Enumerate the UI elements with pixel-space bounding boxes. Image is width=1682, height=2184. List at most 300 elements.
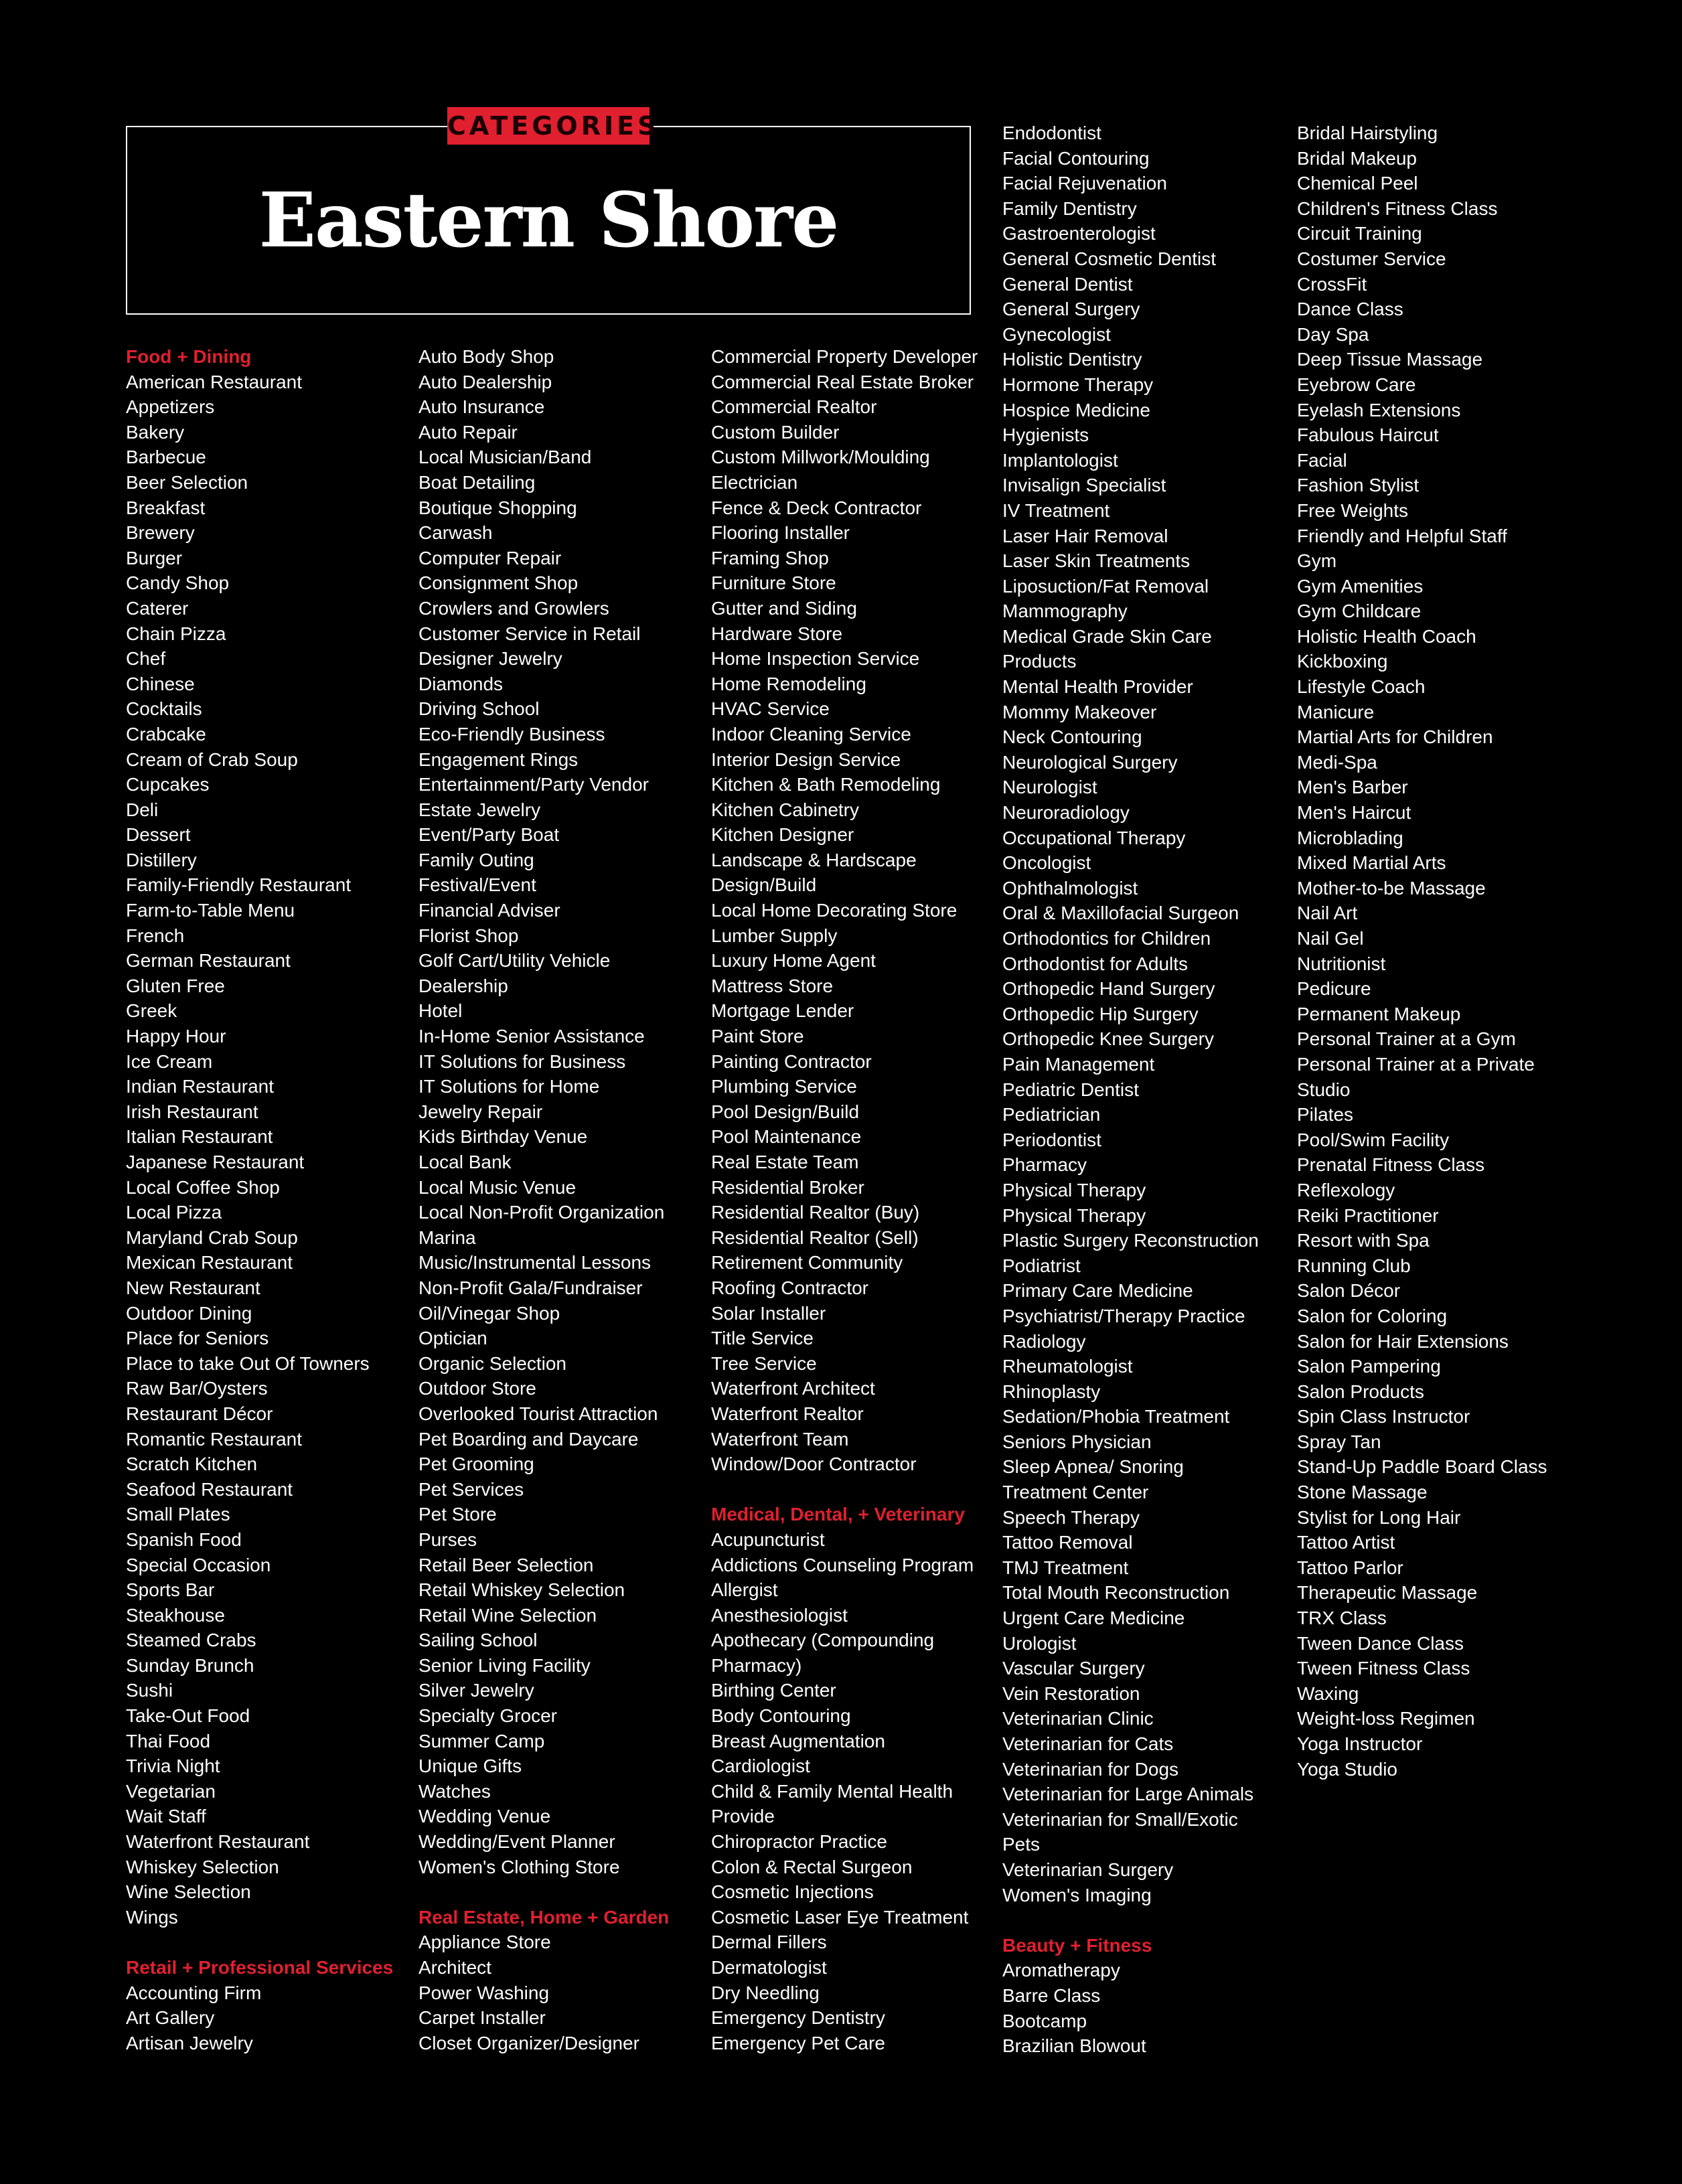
category-item: Outdoor Dining — [126, 1302, 252, 1324]
category-item: Lifestyle Coach — [1297, 676, 1426, 698]
category-item: Japanese Restaurant — [126, 1152, 305, 1172]
category-item: Kids Birthday Venue — [418, 1126, 588, 1148]
category-item: Overlooked Tourist Attraction — [418, 1403, 658, 1424]
category-item: CrossFit — [1297, 273, 1367, 295]
column-4 — [1002, 121, 1290, 2059]
category-item: Entertainment/Party Vendor — [418, 774, 649, 795]
category-item: Orthopedic Knee Surgery — [1002, 1028, 1214, 1050]
category-item: Auto Dealership — [418, 371, 552, 392]
category-item: Waterfront Team — [711, 1428, 849, 1450]
category-item: Real Estate Team — [711, 1152, 859, 1172]
category-item: Financial Adviser — [418, 900, 560, 921]
category-item: Deep Tissue Massage — [1297, 349, 1483, 370]
category-item: Luxury Home Agent — [711, 950, 876, 971]
category-item: Anesthesiologist — [711, 1604, 848, 1626]
category-item: Occupational Therapy — [1002, 827, 1186, 848]
category-item: Nutritionist — [1297, 953, 1386, 974]
category-item: Mommy Makeover — [1002, 701, 1157, 722]
category-item: Bootcamp — [1002, 2010, 1087, 2031]
category-item: Carwash — [418, 522, 493, 544]
category-item: Flooring Installer — [711, 522, 850, 544]
category-item: Total Mouth Reconstruction — [1002, 1582, 1230, 1604]
category-item: Interior Design Service — [711, 749, 901, 770]
category-item: Eco-Friendly Business — [418, 723, 605, 745]
category-item: Birthing Center — [711, 1680, 836, 1701]
category-item: Raw Bar/Oysters — [126, 1378, 268, 1399]
category-item: Optician — [418, 1328, 487, 1349]
category-item: Orthodontics for Children — [1002, 928, 1211, 949]
category-item: Orthopedic Hip Surgery — [1002, 1003, 1199, 1024]
category-item: Pet Services — [418, 1478, 524, 1500]
category-item: Fabulous Haircut — [1297, 424, 1439, 446]
category-item: Engagement Rings — [418, 749, 579, 770]
category-item: General Dentist — [1002, 273, 1133, 295]
category-item: Salon for Hair Extensions — [1297, 1330, 1509, 1352]
category-item: Oil/Vinegar Shop — [418, 1302, 560, 1324]
category-item: Outdoor Store — [418, 1378, 536, 1399]
category-item: Music/Instrumental Lessons — [418, 1252, 652, 1273]
category-item: Local Music Venue — [418, 1176, 577, 1198]
section-spacer — [418, 1879, 706, 1905]
category-item: Diamonds — [418, 673, 504, 694]
category-item: Emergency Pet Care — [711, 2032, 885, 2053]
category-item: Sleep Apnea/ Snoring — [1002, 1456, 1184, 1478]
category-item: Family Outing — [418, 849, 534, 870]
category-item: Consignment Shop — [418, 572, 579, 594]
category-item: Distillery — [126, 849, 197, 870]
category-item: Candy Shop — [126, 572, 230, 594]
category-item: Stylist for Long Hair — [1297, 1506, 1461, 1528]
category-item: Children's Fitness Class — [1297, 198, 1498, 219]
category-item: Tattoo Artist — [1297, 1532, 1395, 1553]
category-item: Boat Detailing — [418, 471, 536, 493]
category-item: Appetizers — [126, 396, 215, 418]
category-item: Maryland Crab Soup — [126, 1227, 298, 1248]
category-item: IT Solutions for Home — [418, 1076, 600, 1097]
category-item: TRX Class — [1297, 1608, 1387, 1629]
category-item: Facial Rejuvenation — [1002, 173, 1167, 194]
category-item: Tattoo Parlor — [1297, 1557, 1403, 1578]
category-item: Mental Health Provider — [1002, 676, 1193, 698]
category-item: Cupcakes — [126, 774, 210, 795]
category-item: Barre Class — [1002, 1984, 1101, 2006]
category-item: Silver Jewelry — [418, 1680, 534, 1701]
category-item: Child & Family Mental Health — [711, 1780, 953, 1802]
category-item: Free Weights — [1297, 499, 1408, 521]
category-item: Men's Haircut — [1297, 802, 1411, 824]
category-item: Resort with Spa — [1297, 1230, 1430, 1251]
category-item: Family-Friendly Restaurant — [126, 874, 352, 896]
category-item: Gastroenterologist — [1002, 223, 1156, 244]
category-item: Whiskey Selection — [126, 1856, 279, 1877]
category-item: Urologist — [1002, 1632, 1077, 1654]
category-item: Kitchen & Bath Remodeling — [711, 774, 941, 795]
category-item: Steakhouse — [126, 1604, 225, 1626]
category-item: Organic Selection — [418, 1352, 567, 1374]
category-item: Podiatrist — [1002, 1255, 1081, 1276]
category-item: Small Plates — [126, 1504, 230, 1525]
category-item: Plumbing Service — [711, 1076, 857, 1097]
category-item: Orthodontist for Adults — [1002, 953, 1189, 974]
category-item: Seafood Restaurant — [126, 1478, 293, 1500]
category-item: Indoor Cleaning Service — [711, 723, 911, 745]
category-item: Kitchen Designer — [711, 824, 854, 846]
category-item: Gym Amenities — [1297, 575, 1424, 597]
category-item: Retail Whiskey Selection — [418, 1579, 625, 1601]
category-item: Speech Therapy — [1002, 1506, 1140, 1528]
category-item: Mother-to-be Massage — [1297, 877, 1486, 899]
category-item: Facial — [1297, 449, 1347, 471]
section-spacer — [711, 1477, 999, 1502]
category-item: Waterfront Realtor — [711, 1403, 864, 1424]
category-item: Liposuction/Fat Removal — [1002, 575, 1209, 597]
category-item: Pediatrician — [1002, 1104, 1101, 1125]
category-item: Men's Barber — [1297, 777, 1408, 798]
category-item: Retail Beer Selection — [418, 1554, 594, 1575]
category-item: Art Gallery — [126, 2007, 215, 2029]
category-item: Nail Gel — [1297, 928, 1364, 949]
category-item: Closet Organizer/Designer — [418, 2032, 639, 2053]
category-item: Personal Trainer at a Gym — [1297, 1028, 1516, 1050]
category-item: Stone Massage — [1297, 1482, 1428, 1503]
category-item: Veterinarian Surgery — [1002, 1859, 1174, 1880]
category-item: Mattress Store — [711, 975, 834, 996]
category-item: Chain Pizza — [126, 623, 226, 644]
category-item: Chiropractor Practice — [711, 1831, 887, 1853]
category-item: Chemical Peel — [1297, 173, 1418, 194]
category-item: Chinese — [126, 673, 195, 694]
category-item: Watches — [418, 1780, 491, 1802]
category-item: Implantologist — [1002, 449, 1118, 471]
column-2 — [418, 344, 706, 2055]
category-item: Spanish Food — [126, 1529, 242, 1550]
category-item: Emergency Dentistry — [711, 2007, 885, 2029]
category-item: Summer Camp — [418, 1730, 545, 1751]
category-item: Happy Hour — [126, 1026, 226, 1047]
category-item: Kickboxing — [1297, 651, 1388, 672]
category-item: Marina — [418, 1227, 476, 1248]
category-item: Spray Tan — [1297, 1431, 1381, 1452]
category-item: Tween Dance Class — [1297, 1632, 1464, 1654]
category-item: Nail Art — [1297, 903, 1358, 924]
category-item: Dermal Fillers — [711, 1932, 827, 1953]
category-item: Wait Staff — [126, 1806, 206, 1827]
category-item: Rhinoplasty — [1002, 1381, 1101, 1402]
category-item: Mortgage Lender — [711, 1000, 854, 1022]
category-item: Residential Realtor (Buy) — [711, 1202, 920, 1223]
category-item: Ophthalmologist — [1002, 877, 1138, 899]
category-item: Running Club — [1297, 1255, 1411, 1276]
category-item: Computer Repair — [418, 547, 562, 568]
category-item: Pool Design/Build — [711, 1101, 860, 1122]
category-item: Eyelash Extensions — [1297, 399, 1461, 420]
category-item: Waterfront Architect — [711, 1378, 875, 1399]
section-heading: Medical, Dental, + Veterinary — [711, 1504, 965, 1525]
category-item: Irish Restaurant — [126, 1101, 258, 1122]
category-item: Retail Wine Selection — [418, 1604, 597, 1626]
category-item: Dealership — [418, 975, 508, 996]
category-item: Gluten Free — [126, 975, 225, 996]
category-item: Lumber Supply — [711, 925, 838, 946]
category-item: Pharmacy — [1002, 1154, 1087, 1176]
category-item: Medical Grade Skin Care — [1002, 625, 1212, 647]
category-item: Custom Millwork/Moulding — [711, 447, 930, 468]
category-item: Vein Restoration — [1002, 1683, 1140, 1704]
category-item: Commercial Realtor — [711, 396, 877, 418]
section-heading: Beauty + Fitness — [1002, 1934, 1152, 1956]
category-item: Veterinarian Clinic — [1002, 1708, 1154, 1729]
category-item: Addictions Counseling Program — [711, 1554, 974, 1575]
category-item: Title Service — [711, 1328, 814, 1349]
category-item: Place for Seniors — [126, 1328, 269, 1349]
category-item: Mixed Martial Arts — [1297, 852, 1446, 874]
category-item: Martial Arts for Children — [1297, 726, 1493, 748]
category-item: Cosmetic Injections — [711, 1881, 874, 1903]
category-item: Custom Builder — [711, 421, 840, 443]
category-item: Vascular Surgery — [1002, 1658, 1145, 1679]
category-item: Paint Store — [711, 1026, 804, 1047]
page-title: Eastern Shore — [258, 177, 838, 264]
category-item: Circuit Training — [1297, 223, 1422, 244]
section-heading: Retail + Professional Services — [126, 1957, 394, 1978]
category-item: Bridal Hairstyling — [1297, 123, 1438, 143]
category-item: Sushi — [126, 1680, 173, 1701]
category-item: Body Contouring — [711, 1705, 851, 1727]
category-item: Microblading — [1297, 827, 1403, 848]
section-spacer — [126, 1930, 414, 1955]
category-item: Wedding/Event Planner — [418, 1831, 615, 1853]
category-item: Breast Augmentation — [711, 1730, 885, 1751]
category-item: Treatment Center — [1002, 1482, 1149, 1503]
category-item: Power Washing — [418, 1982, 550, 2003]
category-item: Special Occasion — [126, 1554, 271, 1575]
category-item: Therapeutic Massage — [1297, 1582, 1478, 1604]
category-item: Salon Pampering — [1297, 1356, 1441, 1377]
category-item: Holistic Health Coach — [1297, 625, 1476, 647]
category-item: Invisalign Specialist — [1002, 475, 1166, 496]
category-item: Laser Skin Treatments — [1002, 550, 1191, 572]
category-item: Mammography — [1002, 601, 1128, 622]
category-item: Gynecologist — [1002, 323, 1111, 345]
category-item: Pet Store — [418, 1504, 497, 1525]
category-item: Eyebrow Care — [1297, 374, 1416, 395]
category-item: Wine Selection — [126, 1881, 251, 1903]
category-item: Crowlers and Growlers — [418, 597, 609, 619]
category-item: Studio — [1297, 1079, 1351, 1100]
category-item: Local Bank — [418, 1152, 512, 1172]
category-item: Hospice Medicine — [1002, 399, 1150, 420]
category-item: HVAC Service — [711, 698, 830, 720]
category-item: Hygienists — [1002, 424, 1089, 446]
category-item: American Restaurant — [126, 371, 303, 392]
category-item: Breakfast — [126, 497, 206, 518]
category-item: Gutter and Siding — [711, 597, 857, 619]
category-item: Event/Party Boat — [418, 824, 560, 846]
category-item: Salon Products — [1297, 1381, 1424, 1402]
category-item: Brewery — [126, 522, 195, 544]
category-item: Italian Restaurant — [126, 1126, 273, 1148]
category-item: Family Dentistry — [1002, 198, 1137, 219]
category-item: German Restaurant — [126, 950, 291, 971]
category-item: Restaurant Décor — [126, 1403, 273, 1424]
category-item: TMJ Treatment — [1002, 1557, 1129, 1578]
category-item: Burger — [126, 547, 183, 568]
categories-badge: CATEGORIES — [447, 107, 649, 145]
category-item: Wedding Venue — [418, 1806, 551, 1827]
category-item: Roofing Contractor — [711, 1277, 869, 1298]
category-item: Hotel — [418, 1000, 463, 1022]
category-item: Dermatologist — [711, 1957, 827, 1978]
category-item: Jewelry Repair — [418, 1101, 543, 1122]
category-item: Veterinarian for Small/Exotic — [1002, 1808, 1238, 1830]
category-item: Pets — [1002, 1834, 1041, 1855]
category-item: Psychiatrist/Therapy Practice — [1002, 1305, 1245, 1326]
category-item: Customer Service in Retail — [418, 623, 641, 644]
category-item: Local Musician/Band — [418, 447, 592, 468]
category-item: Commercial Property Developer — [711, 346, 978, 367]
category-item: Barbecue — [126, 447, 206, 468]
category-item: Provide — [711, 1806, 775, 1827]
category-item: Pedicure — [1297, 978, 1371, 1000]
category-item: Neck Contouring — [1002, 726, 1142, 748]
category-item: Women's Imaging — [1002, 1884, 1152, 1905]
category-item: Take-Out Food — [126, 1705, 250, 1727]
column-5 — [1297, 121, 1585, 1782]
category-item: Gym — [1297, 550, 1337, 572]
category-item: Pharmacy) — [711, 1654, 802, 1676]
category-item: Brazilian Blowout — [1002, 2035, 1146, 2057]
category-item: Sailing School — [418, 1630, 538, 1651]
category-item: Unique Gifts — [418, 1756, 522, 1777]
category-item: Romantic Restaurant — [126, 1428, 303, 1450]
category-item: Neurological Surgery — [1002, 751, 1178, 773]
category-item: Solar Installer — [711, 1302, 826, 1324]
category-item: Sedation/Phobia Treatment — [1002, 1406, 1230, 1427]
section-spacer — [1002, 1907, 1290, 1933]
category-item: Dance Class — [1297, 299, 1403, 320]
category-item: Aromatherapy — [1002, 1960, 1120, 1981]
category-item: Waxing — [1297, 1683, 1359, 1704]
category-item: Electrician — [711, 471, 798, 493]
category-item: Laser Hair Removal — [1002, 525, 1168, 546]
category-item: Waterfront Restaurant — [126, 1831, 310, 1853]
category-item: Acupuncturist — [711, 1529, 825, 1550]
category-item: Cosmetic Laser Eye Treatment — [711, 1906, 969, 1928]
category-item: Women's Clothing Store — [418, 1856, 620, 1877]
category-item: Scratch Kitchen — [126, 1454, 258, 1475]
category-item: Rheumatologist — [1002, 1356, 1133, 1377]
category-item: Radiology — [1002, 1330, 1086, 1352]
category-item: Yoga Instructor — [1297, 1733, 1423, 1754]
category-item: Pain Management — [1002, 1053, 1155, 1075]
category-item: Apothecary (Compounding — [711, 1630, 935, 1651]
section-heading: Real Estate, Home + Garden — [418, 1906, 670, 1928]
category-item: Accounting Firm — [126, 1982, 262, 2003]
category-item: Retirement Community — [711, 1252, 903, 1273]
category-item: Estate Jewelry — [418, 799, 541, 820]
category-item: Manicure — [1297, 701, 1375, 722]
category-item: Yoga Studio — [1297, 1758, 1397, 1780]
category-item: Driving School — [418, 698, 540, 720]
category-item: Stand-Up Paddle Board Class — [1297, 1456, 1547, 1478]
category-item: Facial Contouring — [1002, 147, 1150, 169]
category-item: Physical Therapy — [1002, 1204, 1146, 1226]
category-item: IV Treatment — [1002, 499, 1110, 521]
category-item: Pool Maintenance — [711, 1126, 862, 1148]
category-item: Tattoo Removal — [1002, 1532, 1133, 1553]
category-item: Specialty Grocer — [418, 1705, 557, 1727]
category-item: Landscape & Hardscape — [711, 849, 917, 870]
category-item: Residential Broker — [711, 1176, 864, 1198]
category-item: Cocktails — [126, 698, 202, 720]
category-item: Boutique Shopping — [418, 497, 577, 518]
category-item: Salon for Coloring — [1297, 1305, 1448, 1326]
category-item: Cardiologist — [711, 1756, 810, 1777]
category-item: Hormone Therapy — [1002, 374, 1154, 395]
category-item: Reflexology — [1297, 1179, 1395, 1200]
category-item: Pediatric Dentist — [1002, 1079, 1139, 1100]
category-item: Caterer — [126, 597, 189, 619]
category-item: Mexican Restaurant — [126, 1252, 293, 1273]
category-item: Medi-Spa — [1297, 751, 1377, 773]
category-item: Sports Bar — [126, 1579, 215, 1601]
category-item: Framing Shop — [711, 547, 829, 568]
category-item: Sunday Brunch — [126, 1654, 254, 1676]
category-item: Primary Care Medicine — [1002, 1280, 1193, 1302]
category-item: Holistic Dentistry — [1002, 349, 1142, 370]
category-item: Permanent Makeup — [1297, 1003, 1461, 1024]
category-item: Kitchen Cabinetry — [711, 799, 860, 820]
category-item: IT Solutions for Business — [418, 1050, 626, 1072]
category-item: Commercial Real Estate Broker — [711, 371, 974, 392]
category-item: Deli — [126, 799, 159, 820]
category-item: Neurologist — [1002, 777, 1097, 798]
category-item: Tween Fitness Class — [1297, 1658, 1470, 1679]
category-item: Steamed Crabs — [126, 1630, 256, 1651]
category-item: Painting Contractor — [711, 1050, 872, 1072]
category-item: Vegetarian — [126, 1780, 216, 1802]
category-item: Physical Therapy — [1002, 1179, 1146, 1200]
category-item: Non-Profit Gala/Fundraiser — [418, 1277, 643, 1298]
category-item: Local Pizza — [126, 1202, 222, 1223]
category-item: Gym Childcare — [1297, 601, 1422, 622]
category-item: New Restaurant — [126, 1277, 260, 1298]
category-item: Weight-loss Regimen — [1297, 1708, 1475, 1729]
category-item: Beer Selection — [126, 471, 248, 493]
category-item: Local Coffee Shop — [126, 1176, 280, 1198]
category-item: Farm-to-Table Menu — [126, 900, 295, 921]
category-item: Pilates — [1297, 1104, 1354, 1125]
category-item: French — [126, 925, 185, 946]
category-item: Costumer Service — [1297, 248, 1446, 269]
category-item: Senior Living Facility — [418, 1654, 591, 1676]
category-item: Bakery — [126, 421, 185, 443]
category-item: Golf Cart/Utility Vehicle — [418, 950, 611, 971]
category-item: General Cosmetic Dentist — [1002, 248, 1217, 269]
category-item: Allergist — [711, 1579, 778, 1601]
category-item: Colon & Rectal Surgeon — [711, 1856, 913, 1877]
category-item: Oncologist — [1002, 852, 1091, 874]
category-item: Window/Door Contractor — [711, 1454, 917, 1475]
column-1 — [126, 344, 414, 2055]
category-item: Home Remodeling — [711, 673, 866, 694]
category-item: Hardware Store — [711, 623, 843, 644]
category-item: Florist Shop — [418, 925, 519, 946]
category-item: Local Non-Profit Organization — [418, 1202, 665, 1223]
category-item: Artisan Jewelry — [126, 2032, 253, 2053]
category-item: Pet Grooming — [418, 1454, 534, 1475]
category-item: Plastic Surgery Reconstruction — [1002, 1230, 1259, 1251]
